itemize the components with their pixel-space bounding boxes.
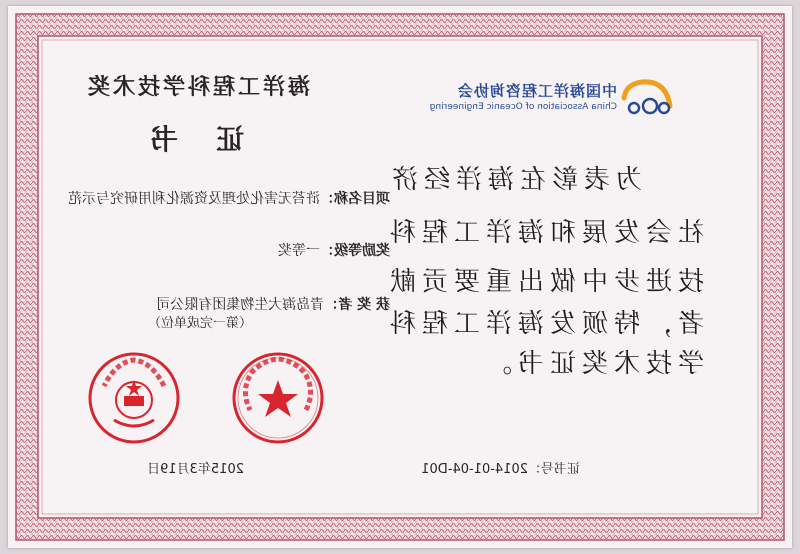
winner-row bbox=[156, 294, 390, 314]
body-line-2: 社会发展和海洋工程科 bbox=[383, 218, 704, 248]
award-title: 海洋工程科学技术奖 bbox=[84, 74, 310, 100]
level-label: 奖励等级： bbox=[320, 243, 390, 259]
association-seal-stamp bbox=[230, 350, 326, 446]
organization-name: 中国海洋工程咨询协会 bbox=[456, 82, 617, 100]
body-line-5: 学技术奖证书。 bbox=[479, 349, 704, 379]
winner-label: 获 奖 者： bbox=[324, 297, 390, 313]
organization-name-english: China Association of Oceanic Engineering bbox=[429, 102, 617, 112]
certificate-content bbox=[8, 6, 792, 548]
body-line-1: 为表彰在海洋经济 bbox=[385, 165, 642, 195]
issue-date: 2015年3月19日 bbox=[147, 462, 244, 477]
level-row bbox=[278, 240, 390, 260]
national-emblem-seal bbox=[86, 350, 182, 446]
association-logo-icon bbox=[620, 76, 676, 120]
level-value: 一等奖 bbox=[278, 243, 320, 259]
project-label: 项目名称： bbox=[320, 191, 390, 207]
certificate-number: 证书号：2014-01-04-D01 bbox=[421, 462, 580, 477]
winner-note: （第一完成单位） bbox=[147, 316, 252, 331]
project-value: 浒苔无害化处理及资源化利用研究与示范 bbox=[68, 191, 320, 207]
certificate-heading: 证 书 bbox=[136, 123, 244, 156]
project-row bbox=[68, 188, 390, 208]
body-line-3: 技进步中做出重要贡献 bbox=[383, 267, 704, 297]
body-line-4: 者，特颁发海洋工程科 bbox=[383, 309, 704, 339]
winner-value: 青岛海大生物集团有限公司 bbox=[156, 297, 325, 313]
certificate bbox=[8, 6, 792, 548]
